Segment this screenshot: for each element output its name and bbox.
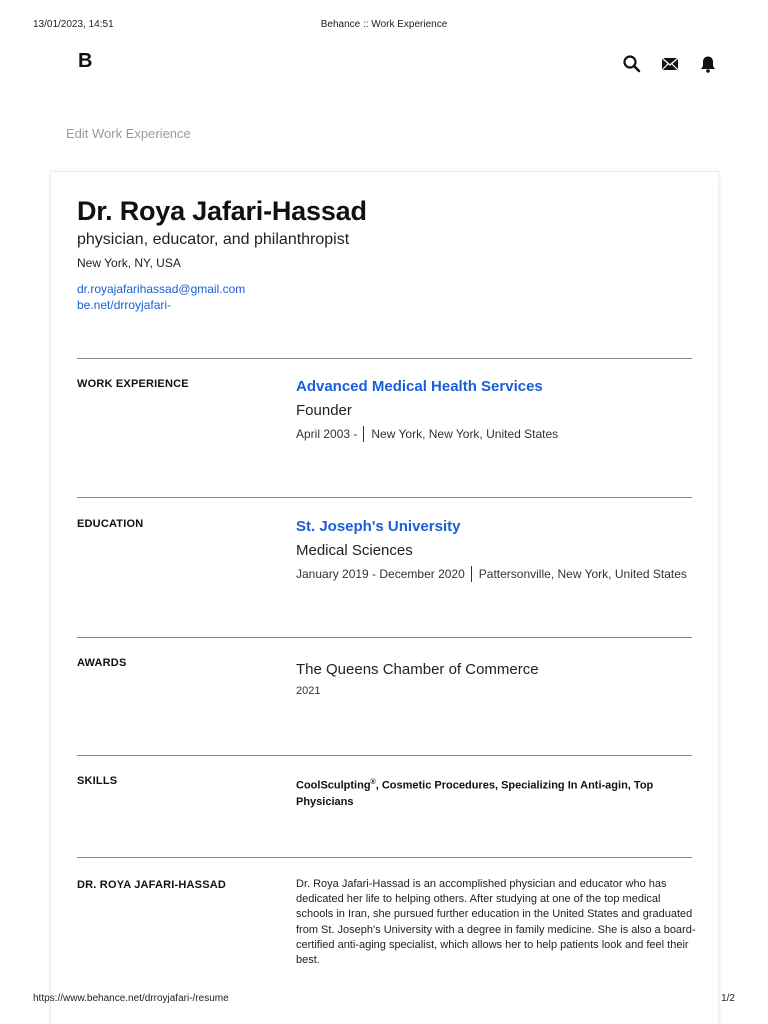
meta-separator — [471, 566, 472, 582]
print-page-title: Behance :: Work Experience — [320, 19, 448, 30]
print-url: https://www.behance.net/drroyjafari-/resume — [33, 993, 229, 1004]
skill-separator: , — [494, 779, 502, 792]
meta-separator — [363, 426, 364, 442]
print-page-number: 1/2 — [721, 993, 735, 1004]
top-navigation-bar — [0, 50, 768, 80]
profile-email-link[interactable]: dr.royajafarihassad@gmail.com — [77, 282, 246, 296]
section-divider — [77, 497, 692, 498]
skill-separator: , — [375, 779, 382, 792]
profile-portfolio-link[interactable]: be.net/drroyjafari- — [77, 298, 172, 312]
education-label: EDUCATION — [77, 518, 144, 530]
education-school-link[interactable]: St. Joseph's University — [296, 518, 461, 535]
work-meta — [296, 426, 558, 442]
section-divider — [77, 358, 692, 359]
profile-tagline: physician, educator, and philanthropist — [77, 231, 350, 248]
search-icon[interactable] — [622, 54, 642, 74]
skills-label: SKILLS — [77, 775, 118, 787]
bell-icon[interactable] — [698, 54, 718, 74]
work-organization-link[interactable]: Advanced Medical Health Services — [296, 378, 543, 395]
section-divider — [77, 857, 692, 858]
work-role: Founder — [296, 402, 352, 419]
behance-logo[interactable]: B — [78, 50, 93, 72]
mail-icon[interactable] — [660, 54, 680, 74]
education-dates: January 2019 - December 2020 — [296, 567, 465, 581]
work-experience-label: WORK EXPERIENCE — [77, 378, 189, 390]
work-dates: April 2003 - — [296, 427, 358, 441]
award-year: 2021 — [296, 685, 321, 697]
award-title: The Queens Chamber of Commerce — [296, 661, 539, 678]
print-datetime: 13/01/2023, 14:51 — [33, 19, 114, 30]
print-footer — [33, 993, 735, 1005]
education-meta — [296, 566, 687, 582]
education-location: Pattersonville, New York, United States — [478, 567, 687, 581]
section-divider — [77, 755, 692, 756]
edit-work-experience-link[interactable]: Edit Work Experience — [66, 126, 191, 141]
profile-location: New York, NY, USA — [77, 256, 181, 270]
skill-item: Top Physicians — [296, 779, 654, 808]
trademark-mark: ® — [370, 779, 376, 786]
work-location: New York, New York, United States — [371, 427, 559, 441]
awards-label: AWARDS — [77, 657, 127, 669]
print-header — [33, 19, 735, 31]
section-divider — [77, 637, 692, 638]
profile-name: Dr. Roya Jafari-Hassad — [77, 196, 367, 226]
top-icons — [622, 54, 718, 74]
education-field: Medical Sciences — [296, 542, 413, 559]
about-text: Dr. Roya Jafari-Hassad is an accomplished physician and educator who has dedicated her life to helping others. After studying at one of the top medical schools in Iran, she pursued further education in the United States and graduated from St. Joseph's University with a degree in family medicine. She is also a board-certified anti-aging specialist, which allows her to help patients look and feel their best. — [296, 878, 696, 967]
skill-item: Cosmetic Procedures — [381, 779, 495, 792]
about-label: DR. ROYA JAFARI-HASSAD — [77, 879, 227, 891]
skill-separator: , — [627, 779, 634, 792]
skill-item: CoolSculpting — [296, 779, 371, 792]
skills-list — [296, 775, 676, 810]
skill-item: Specializing In Anti-agin — [501, 779, 628, 792]
